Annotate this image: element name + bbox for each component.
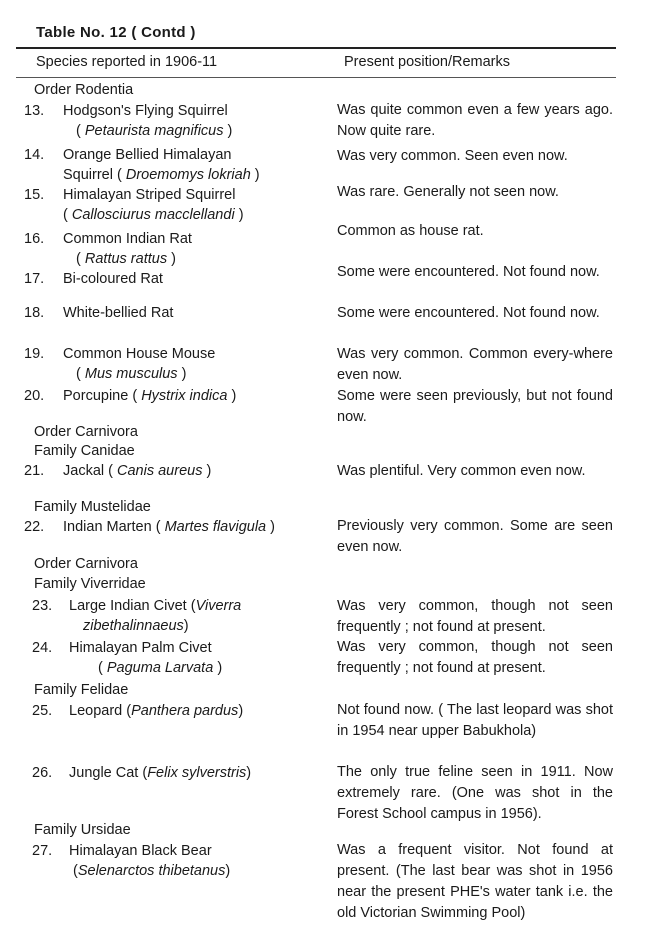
row-26-number: 26.: [32, 765, 53, 781]
row-23-number: 23.: [32, 598, 53, 614]
row-17-number: 17.: [24, 271, 45, 287]
section-family-mustelidae: Family Mustelidae: [34, 499, 151, 515]
section-family-canidae: Family Canidae: [34, 443, 135, 459]
table-title: Table No. 12 ( Contd ): [36, 24, 196, 41]
row-20-number: 20.: [24, 388, 45, 404]
row-16-common-name: Common Indian Rat: [63, 231, 192, 247]
row-15-common-name: Himalayan Striped Squirrel: [63, 187, 236, 203]
row-14-number: 14.: [24, 147, 45, 163]
row-23-common-name: Large Indian Civet (Viverra: [69, 598, 242, 614]
row-16-scientific-name: ( Rattus rattus ): [76, 251, 176, 267]
row-24-scientific-name: ( Paguma Larvata ): [98, 660, 223, 676]
row-14-common-name: Orange Bellied Himalayan: [63, 147, 232, 163]
row-14-scientific-name: Squirrel ( Droemomys lokriah ): [63, 167, 260, 183]
row-21-number: 21.: [24, 463, 45, 479]
row-15-scientific-name: ( Callosciurus macclellandi ): [63, 207, 244, 223]
row-27-common-name: Himalayan Black Bear: [69, 843, 212, 859]
row-22-remarks: Previously very common. Some are seen even now.: [337, 518, 613, 555]
row-16-remarks: Common as house rat.: [337, 223, 484, 239]
section-order-carnivora-2: Order Carnivora: [34, 556, 138, 572]
row-18-remarks: Some were encountered. Not found now.: [337, 305, 600, 321]
section-family-felidae: Family Felidae: [34, 682, 129, 698]
section-order-carnivora: Order Carnivora: [34, 424, 138, 440]
row-19-number: 19.: [24, 346, 45, 362]
section-order-rodentia: Order Rodentia: [34, 82, 134, 98]
row-24-remarks: Was very common, though not seen frequently ; not found at present.: [337, 639, 613, 676]
row-13-scientific-name: ( Petaurista magnificus ): [76, 123, 233, 139]
section-family-ursidae: Family Ursidae: [34, 822, 131, 838]
column-header-remarks: Present position/Remarks: [344, 54, 511, 70]
row-27-remarks: Was a frequent visitor. Not found at present. (The last bear was shot in 1956 near the present PHE's water tank i.e. the old Victorian Swimming Pool): [337, 842, 613, 921]
column-header-species: Species reported in 1906-11: [36, 54, 218, 70]
row-22-number: 22.: [24, 519, 45, 535]
row-17-common-name: Bi-coloured Rat: [63, 271, 163, 287]
section-family-viverridae: Family Viverridae: [34, 576, 146, 592]
row-13-common-name: Hodgson's Flying Squirrel: [63, 103, 228, 119]
row-26-remarks: The only true feline seen in 1911. Now extremely rare. (One was shot in the Forest School campus in 1956).: [337, 764, 613, 822]
row-21-common-name: Jackal ( Canis aureus ): [63, 463, 212, 479]
row-19-remarks: Was very common. Common every-where even now.: [337, 346, 613, 383]
row-13-remarks: Was quite common even a few years ago. Now quite rare.: [337, 102, 613, 139]
row-16-number: 16.: [24, 231, 45, 247]
top-rule: [16, 47, 616, 49]
row-14-remarks: Was very common. Seen even now.: [337, 148, 568, 164]
row-25-remarks: Not found now. ( The last leopard was shot in 1954 near upper Babukhola): [337, 702, 613, 739]
row-20-remarks: Some were seen previously, but not found now.: [337, 388, 613, 425]
row-20-common-name: Porcupine ( Hystrix indica ): [63, 388, 237, 404]
row-22-common-name: Indian Marten ( Martes flavigula ): [63, 519, 275, 535]
row-25-number: 25.: [32, 703, 53, 719]
row-24-number: 24.: [32, 640, 53, 656]
row-19-scientific-name: ( Mus musculus ): [76, 366, 187, 382]
row-15-remarks: Was rare. Generally not seen now.: [337, 184, 559, 200]
row-15-number: 15.: [24, 187, 45, 203]
row-19-common-name: Common House Mouse: [63, 346, 216, 362]
row-23-remarks: Was very common, though not seen frequently ; not found at present.: [337, 598, 613, 635]
row-27-scientific-name: (Selenarctos thibetanus): [73, 863, 231, 879]
row-26-common-name: Jungle Cat (Felix sylverstris): [69, 765, 252, 781]
row-21-remarks: Was plentiful. Very common even now.: [337, 463, 586, 479]
row-24-common-name: Himalayan Palm Civet: [69, 640, 212, 656]
row-13-number: 13.: [24, 103, 45, 119]
row-27-number: 27.: [32, 843, 53, 859]
row-18-number: 18.: [24, 305, 45, 321]
row-25-common-name: Leopard (Panthera pardus): [69, 703, 244, 719]
header-rule: [16, 77, 616, 78]
row-17-remarks: Some were encountered. Not found now.: [337, 264, 600, 280]
row-18-common-name: White-bellied Rat: [63, 305, 174, 321]
row-23-scientific-name: zibethalinnaeus): [83, 618, 189, 634]
